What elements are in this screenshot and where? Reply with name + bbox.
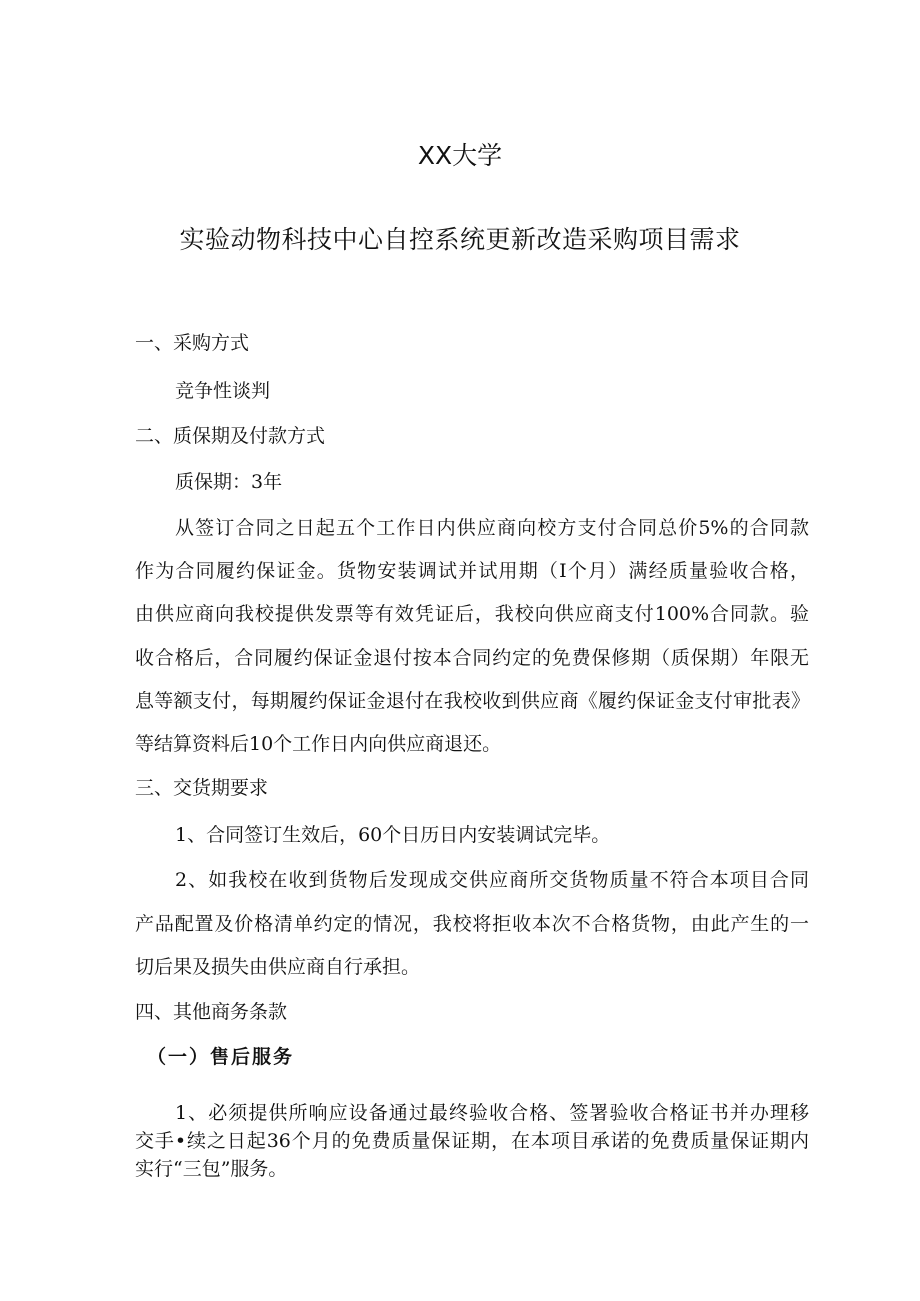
section-4-item-1-line-text: 1、必须提供所响应设备通过最终验收合格、签署验收合格证书并办理移 (175, 1102, 809, 1124)
section-4-item-1-line (175, 1098, 809, 1125)
section-4-subheading: （一）售后服务 (147, 1046, 295, 1068)
section-2-para-line-text: 收合格后，合同履约保证金退付按本合同约定的免费保修期（质保期）年限无 (135, 647, 809, 669)
document-title: XX大学 (417, 141, 503, 170)
section-3-item-2-line: 切后果及损失由供应商自行承担。 (135, 956, 421, 978)
section-3-item-2-line-text: 2、如我校在收到货物后发现成交供应商所交货物质量不符合本项目合同 (175, 869, 809, 891)
section-4-item-1-line (135, 1126, 809, 1153)
section-1-heading: 一、采购方式 (135, 332, 250, 354)
section-2-warranty: 质保期：3年 (175, 471, 283, 493)
section-4-item-1-line: 实行“三包”服务。 (135, 1158, 288, 1180)
section-2-para-line (135, 556, 809, 583)
section-2-para-line (175, 513, 809, 540)
section-2-para-line-text: 从签订合同之日起五个工作日内供应商向校方支付合同总价5%的合同款 (175, 517, 809, 539)
section-2-para-line (135, 643, 809, 670)
section-2-heading: 二、质保期及付款方式 (135, 425, 326, 447)
section-2-para-line: 等结算资料后10个工作日内向供应商退还。 (135, 733, 502, 755)
section-3-item-2-line (135, 909, 809, 936)
section-2-para-line-text: 作为合同履约保证金。货物安装调试并试用期（I个月）满经质量验收合格， (135, 560, 809, 582)
section-3-item-1: 1、合同签订生效后，60个日历日内安装调试完毕。 (175, 824, 611, 846)
section-3-item-2-line-text: 产品配置及价格清单约定的情况，我校将拒收本次不合格货物，由此产生的一 (135, 913, 809, 935)
document-subtitle: 实验动物科技中心自控系统更新改造采购项目需求 (179, 225, 741, 254)
section-1-body: 竞争性谈判 (175, 380, 271, 402)
section-3-heading: 三、交货期要求 (135, 777, 269, 799)
section-2-para-line (135, 599, 809, 626)
section-3-item-2-line (175, 865, 809, 892)
section-2-para-line (135, 686, 810, 713)
section-2-para-line-text: 由供应商向我校提供发票等有效凭证后，我校向供应商支付100%合同款。验 (135, 603, 809, 625)
section-4-heading: 四、其他商务条款 (135, 1001, 288, 1023)
section-2-para-line-text: 息等额支付，每期履约保证金退付在我校收到供应商《履约保证金支付审批表》 (135, 690, 810, 712)
section-4-item-1-line-text: 交手•续之日起36个月的免费质量保证期，在本项目承诺的免费质量保证期内 (135, 1130, 809, 1152)
